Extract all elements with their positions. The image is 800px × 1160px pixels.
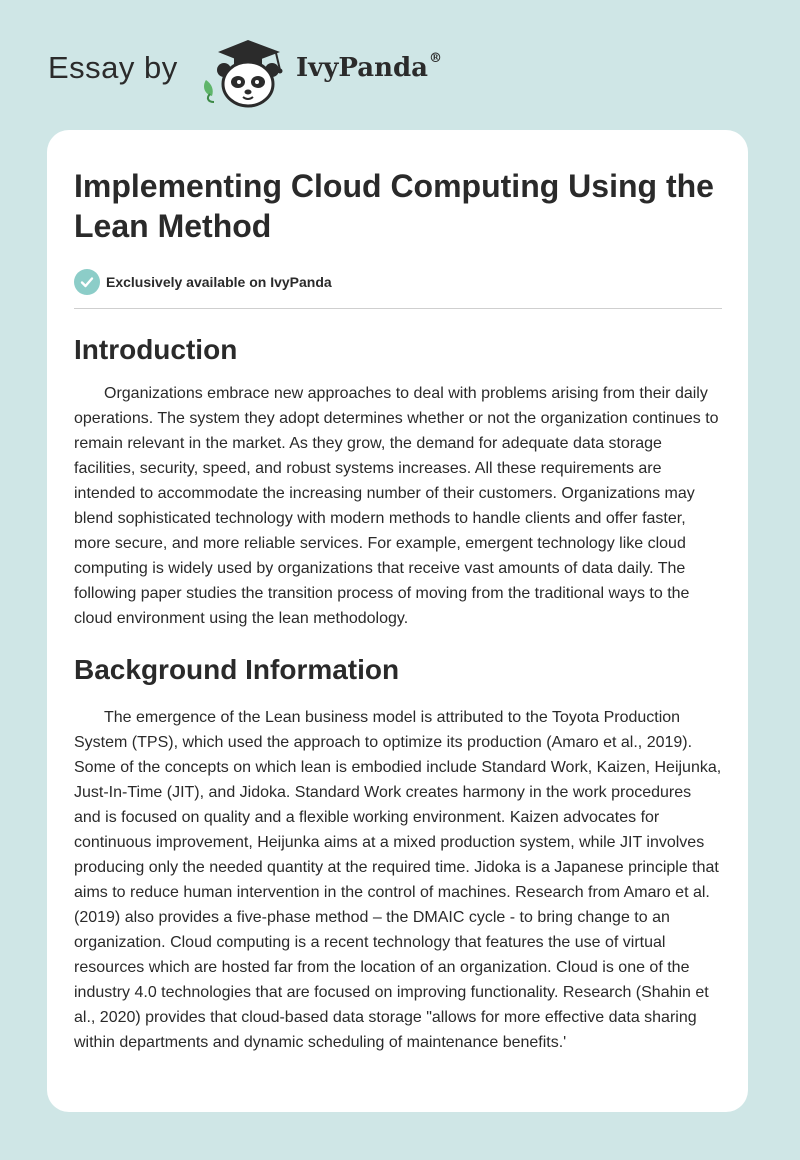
section-body-background: The emergence of the Lean business model is attributed to the Toyota Production System (TPS), which used the approach to optimize its production (Amaro et al., 2019). Some of the concepts on which lean is embodied include Standard Work, Kaizen, Heijunka, Just-In-Time (JIT), and Jidoka. Standard Work creates harmony in the work procedures and is focused on quality and a flexible working environment. Kaizen advocates for continuous improvement, Heijunka aims at a mixed production system, while JIT involves producing only the needed quantity at the required time. Jidoka is a Japanese principle that aims to reduce human intervention in the control of machines. Research from Amaro et al. (2019) also provides a five-phase method – the DMAIC cycle - to bring change to an organization. Cloud computing is a recent technology that features the use of virtual resources which are hosted far from the location of an organization. Cloud is one of the industry 4.0 technologies that are focused on improving functionality. Research (Shahin et al., 2020) provides that cloud-based data storage "allows for more effective data sharing within departments and dynamic scheduling of maintenance benefits.' — [74, 709, 722, 1051]
essay-by-label: Essay by — [48, 50, 178, 85]
brand-name: IvyPanda® — [296, 51, 443, 83]
section-heading-background: Background Information — [74, 654, 400, 685]
site-header — [0, 0, 800, 130]
panda-logo-icon — [200, 36, 292, 110]
article-card — [47, 130, 748, 1112]
section-heading-introduction: Introduction — [74, 334, 238, 365]
divider — [74, 308, 722, 309]
section-body-introduction: Organizations embrace new approaches to deal with problems arising from their daily operations. The system they adopt determines whether or not the organization continues to remain relevant in the market. As they grow, the demand for adequate data storage facilities, security, speed, and robust systems increases. All these requirements are intended to accommodate the increasing number of their customers. Organizations may blend sophisticated technology with modern methods to handle clients and offer faster, more secure, and more reliable services. For example, emergent technology like cloud computing is widely used by organizations that receive vast amounts of data daily. The following paper studies the transition process of moving from the traditional ways to the cloud environment using the lean methodology. — [74, 385, 719, 627]
exclusive-badge — [74, 268, 722, 296]
check-icon — [74, 269, 100, 295]
exclusive-label: Exclusively available on IvyPanda — [106, 274, 332, 290]
article-title: Implementing Cloud Computing Using the Lean Method — [74, 168, 714, 244]
